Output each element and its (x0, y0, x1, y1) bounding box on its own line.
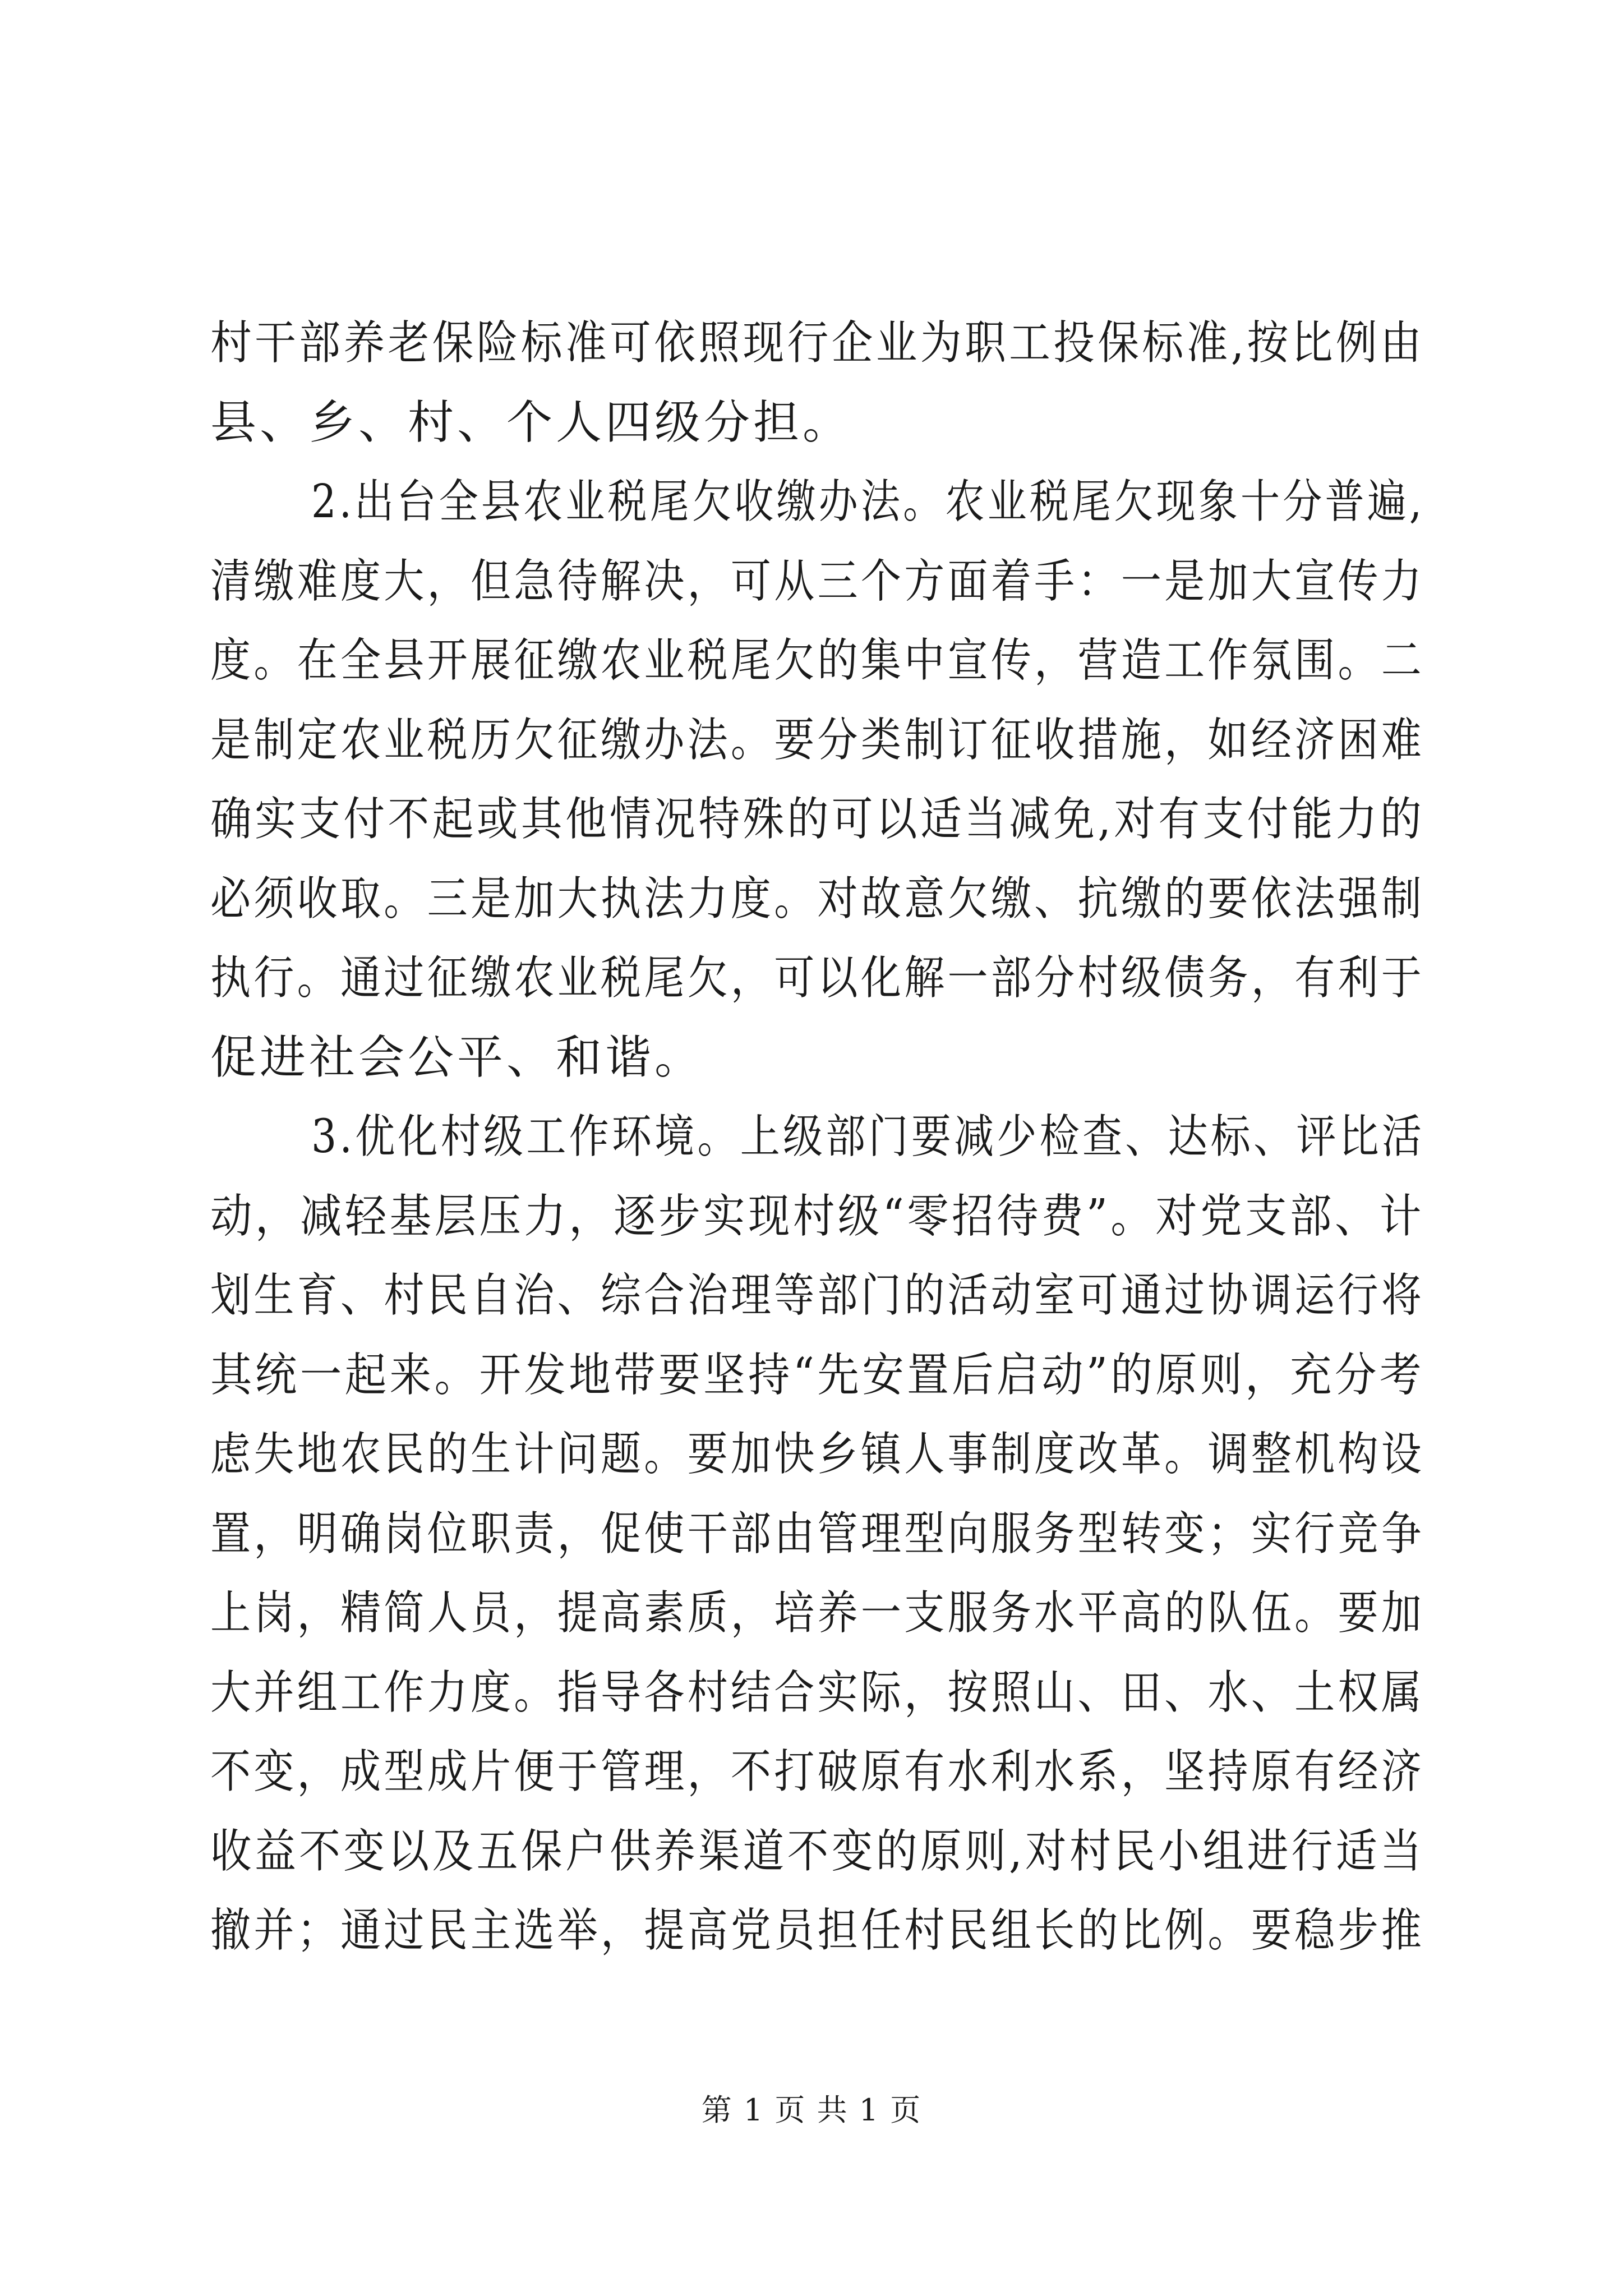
text-line: 大并组工作力度。指导各村结合实际，按照山、田、水、土权属 (210, 1666, 1425, 1719)
text-line: 不变，成型成片便于管理，不打破原有水利水系，坚持原有经济 (210, 1745, 1425, 1798)
text-line: 虑失地农民的生计问题。要加快乡镇人事制度改革。调整机构设 (210, 1428, 1425, 1481)
text-line: 村干部养老保险标准可依照现行企业为职工投保标准,按比例由 (210, 316, 1425, 370)
text-line: 是制定农业税历欠征缴办法。要分类制订征收措施，如经济困难 (210, 714, 1425, 767)
text-line: 清缴难度大，但急待解决，可从三个方面着手：一是加大宣传力 (210, 555, 1425, 608)
text-line: 上岗，精简人员，提高素质，培养一支服务水平高的队伍。要加 (210, 1586, 1425, 1640)
text-line: 县、乡、村、个人四级分担。 (210, 396, 852, 449)
text-line: 执行。通过征缴农业税尾欠，可以化解一部分村级债务，有利于 (210, 951, 1425, 1005)
text-line: 必须收取。三是加大执法力度。对故意欠缴、抗缴的要依法强制 (210, 872, 1425, 926)
text-line: 度。在全县开展征缴农业税尾欠的集中宣传，营造工作氛围。二 (210, 634, 1425, 687)
text-line: 划生育、村民自治、综合治理等部门的活动室可通过协调运行将 (210, 1269, 1425, 1322)
text-line: 确实支付不起或其他情况特殊的可以适当减免,对有支付能力的 (210, 793, 1425, 846)
text-line: 收益不变以及五保户供养渠道不变的原则,对村民小组进行适当 (210, 1825, 1425, 1878)
page-number-footer: 第 1 页 共 1 页 (701, 2092, 922, 2128)
paragraph-2-start: 2.出台全县农业税尾欠收缴办法。农业税尾欠现象十分普遍, (311, 475, 1425, 528)
text-line: 促进社会公平、和谐。 (210, 1031, 704, 1084)
paragraph-3-start: 3.优化村级工作环境。上级部门要减少检查、达标、评比活 (311, 1110, 1425, 1163)
text-line: 置，明确岗位职责，促使干部由管理型向服务型转变；实行竞争 (210, 1507, 1425, 1561)
text-line: 其统一起来。开发地带要坚持“先安置后启动”的原则，充分考 (210, 1349, 1424, 1402)
text-line: 撤并；通过民主选举，提高党员担任村民组长的比例。要稳步推 (210, 1904, 1425, 1957)
text-line: 动，减轻基层压力，逐步实现村级“零招待费”。对党支部、计 (210, 1190, 1424, 1243)
